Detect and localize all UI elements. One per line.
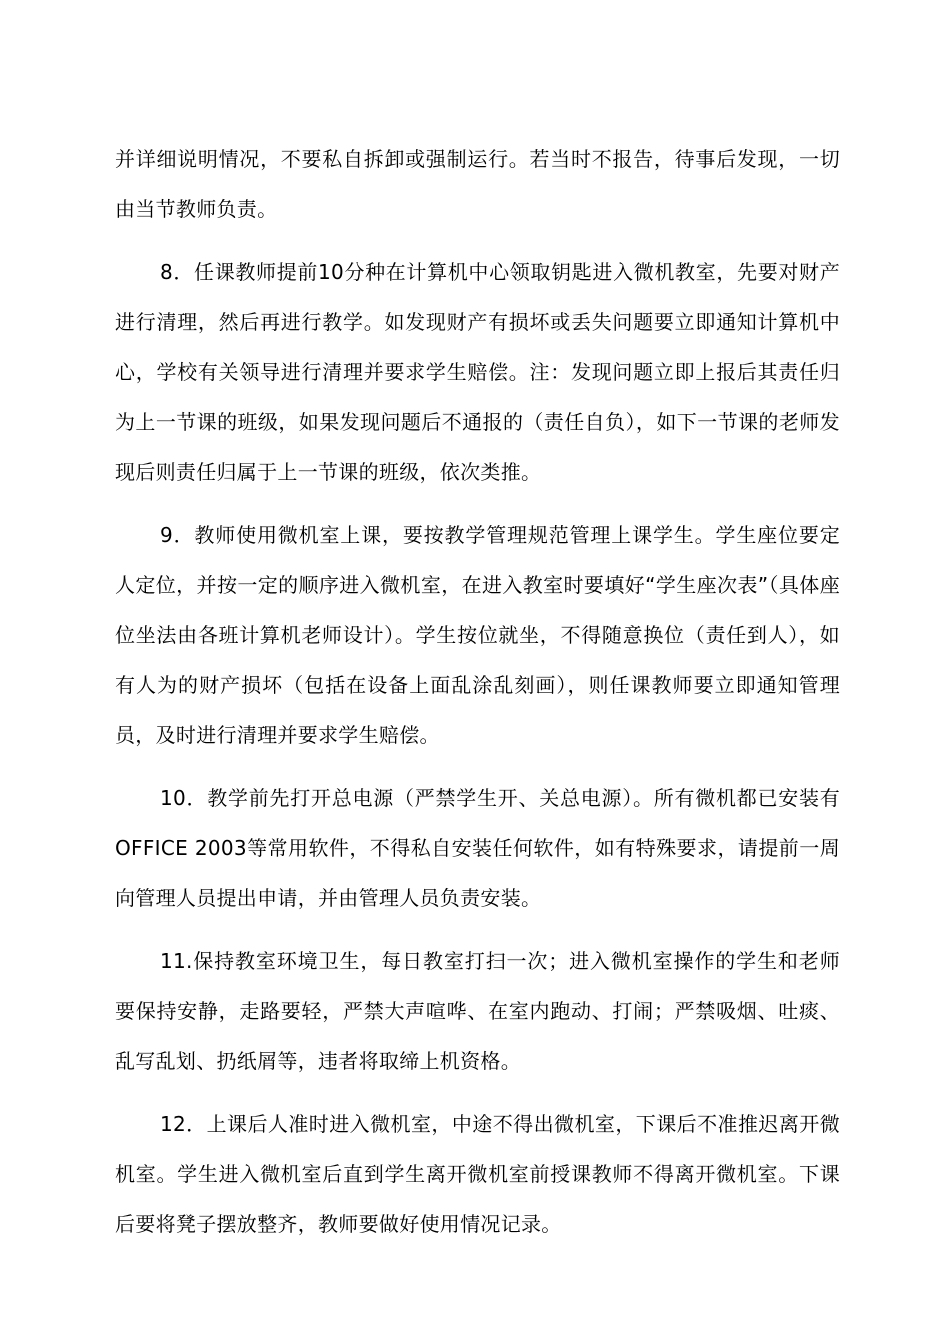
paragraph-rule-10 [115, 773, 840, 923]
paragraph-rule-11 [115, 936, 840, 1086]
paragraph-text: 10．教学前先打开总电源（严禁学生开、关总电源）。所有微机都已安装有OFFICE 2003等常用软件，不得私自安装任何软件，如有特殊要求，请提前一周向管理人员提出申请，并由管理人员负责安装。 [115, 786, 840, 910]
paragraph-rule-8 [115, 247, 840, 497]
paragraph-text: 9．教师使用微机室上课，要按教学管理规范管理上课学生。学生座位要定人定位，并按一定的顺序进入微机室，在进入教室时要填好“学生座次表”（具体座位坐法由各班计算机老师设计）。学生按位就坐，不得随意换位（责任到人），如有人为的财产损坏（包括在设备上面乱涂乱刻画），则任课教师要立即通知管理员，及时进行清理并要求学生赔偿。 [115, 523, 840, 747]
document-page [115, 134, 840, 1262]
paragraph-text: 并详细说明情况，不要私自拆卸或强制运行。若当时不报告，待事后发现，一切由当节教师负责。 [115, 147, 840, 221]
paragraph-text: 12．上课后人准时进入微机室，中途不得出微机室，下课后不准推迟离开微机室。学生进入微机室后直到学生离开微机室前授课教师不得离开微机室。下课后要将凳子摆放整齐，教师要做好使用情况记录。 [115, 1112, 840, 1236]
paragraph-text: 11.保持教室环境卫生，每日教室打扫一次；进入微机室操作的学生和老师要保持安静，走路要轻，严禁大声喧哗、在室内跑动、打闹；严禁吸烟、吐痰、乱写乱划、扔纸屑等，违者将取缔上机资格。 [115, 949, 840, 1073]
paragraph-rule-9 [115, 510, 840, 760]
paragraph-continued [115, 134, 840, 234]
paragraph-rule-12 [115, 1099, 840, 1249]
paragraph-text: 8．任课教师提前10分种在计算机中心领取钥匙进入微机教室，先要对财产进行清理，然后再进行教学。如发现财产有损坏或丢失问题要立即通知计算机中心，学校有关领导进行清理并要求学生赔偿。注：发现问题立即上报后其责任归为上一节课的班级，如果发现问题后不通报的（责任自负），如下一节课的老师发现后则责任归属于上一节课的班级，依次类推。 [115, 260, 840, 484]
